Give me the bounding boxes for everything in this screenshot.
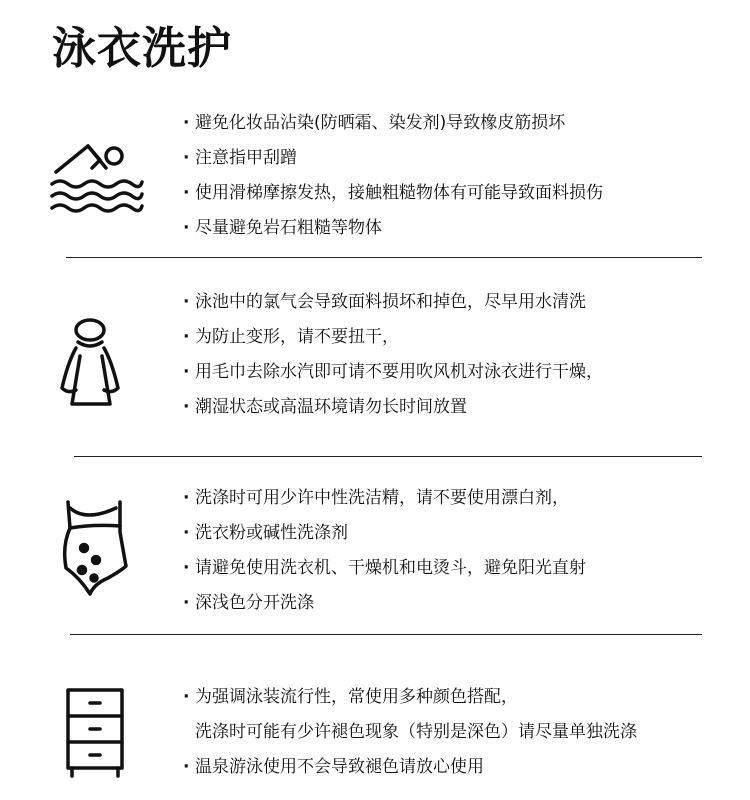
page-title: 泳衣洗护	[52, 23, 232, 74]
section2-line2: · 为防止变形，请不要扭干，	[183, 327, 399, 347]
section2-line3: · 用毛巾去除水汽即可请不要用吹风机对泳衣进行干燥，	[183, 362, 603, 382]
section3-line4: · 深浅色分开洗涤	[183, 593, 314, 613]
section2-line4: · 潮湿状态或高温环境请勿长时间放置	[183, 397, 467, 417]
section2-line1: · 泳池中的氯气会导致面料损坏和掉色，尽早用水清洗	[183, 292, 586, 312]
section1-line2: · 注意指甲刮蹭	[183, 148, 297, 168]
section4-line1: · 为强调泳装流行性，常使用多种颜色搭配，	[183, 687, 518, 707]
person-towel-icon	[56, 316, 126, 412]
section1-line1: · 避免化妆品沾染(防晒霜、染发剂)导致橡皮筋损坏	[183, 113, 566, 133]
section1-line3: · 使用滑梯摩擦发热，接触粗糙物体有可能导致面料损伤	[183, 183, 603, 203]
section4-line3: · 温泉游泳使用不会导致褪色请放心使用	[183, 757, 484, 777]
section3-line1: · 洗涤时可用少许中性洗洁精，请不要使用漂白剂，	[183, 488, 569, 508]
section3-line2: · 洗衣粉或碱性洗涤剂	[183, 523, 348, 543]
swimsuit-icon	[58, 498, 130, 596]
drawer-cabinet-icon	[64, 686, 128, 778]
swimmer-icon	[48, 134, 144, 214]
divider-3	[70, 634, 702, 635]
section3-line3: · 请避免使用洗衣机、干燥机和电烫斗，避免阳光直射	[183, 558, 586, 578]
divider-2	[74, 456, 702, 457]
section4-line2: 洗涤时可能有少许褪色现象（特别是深色）请尽量单独洗涤	[195, 722, 637, 742]
section1-line4: · 尽量避免岩石粗糙等物体	[183, 218, 382, 238]
divider-1	[66, 257, 702, 258]
